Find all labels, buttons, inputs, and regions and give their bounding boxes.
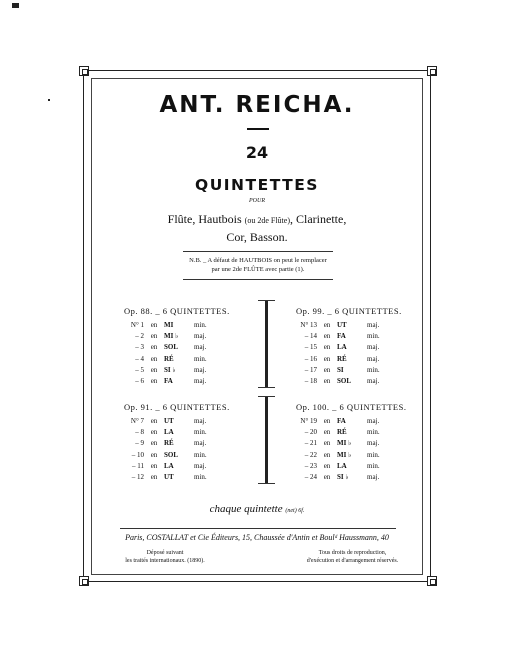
list-item: – 17 en SI min. xyxy=(304,365,380,374)
column-divider-bottom-cap xyxy=(258,396,275,397)
opus-99-heading: Op. 99. _ 6 QUINTETTES. xyxy=(296,306,402,316)
corner-ornament-bottom-left xyxy=(79,576,89,586)
list-item: – 4 en RÉ min. xyxy=(135,354,207,363)
list-item: N° 7 en UT maj. xyxy=(130,417,207,425)
price-text: chaque quintette xyxy=(209,503,283,515)
list-item: – 11 en LA maj. xyxy=(132,461,207,470)
instruments-clarinet: , Clarinette, xyxy=(290,212,347,226)
column-divider-top-foot xyxy=(258,387,275,388)
footer-right xyxy=(295,549,410,565)
corner-ornament-top-left xyxy=(79,66,89,76)
list-item: – 12 en UT min. xyxy=(131,472,207,481)
work-heading: QUINTETTES xyxy=(195,176,319,194)
note-rule-top xyxy=(183,251,333,252)
list-item: N° 13 en UT maj. xyxy=(300,321,380,329)
list-item: – 18 en SOL maj. xyxy=(304,376,380,385)
composer-title: ANT. REICHA. xyxy=(159,92,355,118)
opus-100-list xyxy=(293,416,380,483)
list-item: – 23 en LA min. xyxy=(304,461,380,470)
list-item: N° 1 en MI min. xyxy=(130,321,207,329)
corner-ornament-bottom-right xyxy=(427,576,437,586)
opus-99-list xyxy=(293,320,380,387)
corner-ornament-top-right xyxy=(427,66,437,76)
publisher-line: Paris, COSTALLAT et Cie Éditeurs, 15, Chaussée d'Antin et Boulᵈ Haussmann, 40 xyxy=(125,533,389,542)
scan-mark xyxy=(12,3,19,8)
title-rule xyxy=(247,128,269,130)
list-item: – 2 en MI ♭ maj. xyxy=(135,332,207,341)
scan-dot xyxy=(48,99,50,101)
opus-88-list xyxy=(120,320,207,387)
instruments-flute-oboe: Flûte, Hautbois xyxy=(167,212,242,226)
list-item: – 21 en MI ♭ maj. xyxy=(304,439,380,448)
note-rule-bottom xyxy=(183,279,333,280)
list-item: – 10 en SOL min. xyxy=(131,450,207,459)
publisher-rule xyxy=(120,528,396,529)
list-item: – 14 en FA min. xyxy=(304,332,380,341)
list-item: – 8 en LA min. xyxy=(135,428,207,437)
column-divider-top xyxy=(265,300,268,388)
footer-right-line-2: d'exécution et d'arrangement réservés. xyxy=(306,558,399,564)
quintet-count: 24 xyxy=(245,143,269,162)
opus-91-heading: Op. 91. _ 6 QUINTETTES. xyxy=(124,402,230,412)
opus-100-heading: Op. 100. _ 6 QUINTETTES. xyxy=(296,402,407,412)
column-divider-bottom xyxy=(265,396,268,484)
footer-left-line-1: Déposé suivant xyxy=(146,550,184,556)
list-item: – 16 en RÉ maj. xyxy=(304,354,380,363)
column-divider-top-cap xyxy=(258,300,275,301)
price-amount: (net) 6f. xyxy=(285,508,305,514)
opus-91-list xyxy=(120,416,207,483)
price-line xyxy=(83,503,431,515)
instruments-line-1 xyxy=(83,212,431,227)
instruments-paren: (ou 2de Flûte) xyxy=(244,216,290,225)
footer-left xyxy=(110,549,220,565)
list-item: – 6 en FA maj. xyxy=(135,376,207,385)
list-item: – 22 en MI ♭ min. xyxy=(304,450,380,459)
note-line-1: N.B. _ A défaut de HAUTBOIS on peut le remplacer xyxy=(189,257,327,264)
list-item: – 5 en SI ♭ maj. xyxy=(135,365,207,374)
list-item: – 15 en LA maj. xyxy=(304,343,380,352)
list-item: N° 19 en FA maj. xyxy=(300,417,380,425)
column-divider-bottom-foot xyxy=(258,483,275,484)
pour-label: POUR xyxy=(249,198,265,204)
list-item: – 20 en RÉ min. xyxy=(304,428,380,437)
footer-left-line-2: les traités internationaux. (1890). xyxy=(125,558,205,564)
opus-88-heading: Op. 88. _ 6 QUINTETTES. xyxy=(124,306,230,316)
list-item: – 3 en SOL maj. xyxy=(135,343,207,352)
footer-right-line-1: Tous droits de reproduction, xyxy=(318,550,387,556)
list-item: – 24 en SI ♭ maj. xyxy=(304,472,380,481)
list-item: – 9 en RÉ maj. xyxy=(135,439,207,448)
note-line-2: par une 2de FLÛTE avec partie (1). xyxy=(211,266,305,273)
instruments-line-2: Cor, Basson. xyxy=(226,230,288,244)
